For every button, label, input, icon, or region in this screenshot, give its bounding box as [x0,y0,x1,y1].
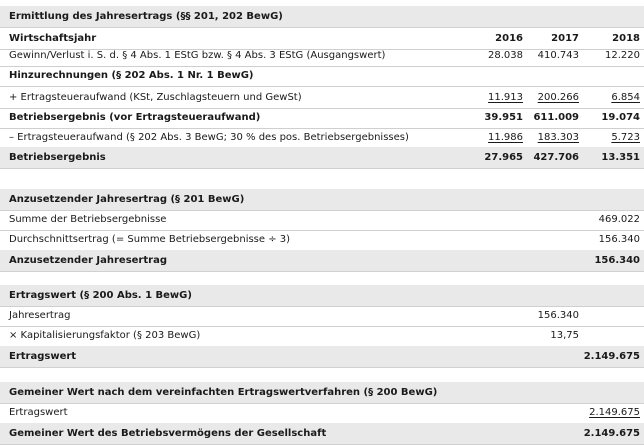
value-2016: 11.913 [488,92,523,103]
table-row-summe [0,209,644,231]
header-label: Wirtschaftsjahr [9,33,97,44]
value-2018: 6.854 [611,92,640,103]
table-row-anzusetzender-jahresertrag [0,250,644,272]
section-title: Ermittlung des Jahresertrags (§§ 201, 202 BewG) [9,11,283,22]
table-row-betriebsergebnis [0,147,644,169]
row-label: Betriebsergebnis [9,152,106,163]
value-2018: 19.074 [601,112,640,123]
section-title-anzusetzender-row [0,189,644,211]
table-row-kapitalisierungsfaktor [0,325,644,347]
row-label: Gemeiner Wert des Betriebsvermögens der Gesellschaft [9,428,327,439]
value-2017: 427.706 [533,152,579,163]
row-label: Ertragswert [9,351,77,362]
row-label: Anzusetzender Jahresertrag [9,255,167,266]
header-year-2017: 2017 [551,33,579,44]
table-row-betriebsergebnis-vor [0,107,644,129]
table-row-ausgangswert [0,45,644,67]
value-2017: 611.009 [533,112,579,123]
row-label: × Kapitalisierungsfaktor (§ 203 BewG) [9,330,201,341]
row-label: Durchschnittsertrag (= Summe Betriebsergebnisse ÷ 3) [9,234,291,245]
value-2017: 183.303 [537,132,579,143]
row-label: Hinzurechnungen (§ 202 Abs. 1 Nr. 1 BewG) [9,70,254,81]
row-label: Ertragswert [9,407,68,418]
value-2018: 5.723 [611,132,640,143]
table-row-hinzurechnungen [0,65,644,87]
table-row-ertragswert [0,346,644,368]
table-row-ertragswert-2 [0,402,644,424]
table-row-ertragsteueraufwand-minus [0,127,644,149]
value-2017: 200.266 [537,92,579,103]
row-label: Betriebsergebnis (vor Ertragsteueraufwand) [9,112,261,123]
table-row-gemeiner-wert [0,423,644,445]
row-label: Summe der Betriebsergebnisse [9,214,167,225]
value-2018: 12.220 [605,50,640,61]
row-label: + Ertragsteueraufwand (KSt, Zuschlagsteuern und GewSt) [9,92,302,103]
row-label: – Ertragsteueraufwand (§ 202 Abs. 3 BewG; 30 % des pos. Betriebsergebnisses) [9,132,409,143]
section-title-gemeiner-wert-row [0,382,644,404]
value-2016: 27.965 [484,152,523,163]
value-total: 156.340 [598,234,640,245]
value-total: 2.149.675 [589,407,640,418]
value-2016: 11.986 [488,132,523,143]
section-title: Anzusetzender Jahresertrag (§ 201 BewG) [9,194,245,205]
value-middle: 13,75 [550,330,579,341]
table-row-ertragsteueraufwand-plus [0,87,644,109]
value-2018: 13.351 [601,152,640,163]
value-2016: 39.951 [484,112,523,123]
table-row-jahresertrag [0,305,644,327]
section-title-jahresertrag-row [0,6,644,28]
section-title: Ertragswert (§ 200 Abs. 1 BewG) [9,290,192,301]
value-2017: 410.743 [537,50,579,61]
section-title-ertragswert-row [0,285,644,307]
row-label: Gewinn/Verlust i. S. d. § 4 Abs. 1 EStG bzw. § 4 Abs. 3 EStG (Ausgangswert) [9,50,386,61]
header-year-2016: 2016 [495,33,523,44]
value-total: 2.149.675 [583,351,640,362]
value-total: 469.022 [598,214,640,225]
section-title: Gemeiner Wert nach dem vereinfachten Ertragswertverfahren (§ 200 BewG) [9,387,438,398]
value-total: 156.340 [594,255,640,266]
row-label: Jahresertrag [9,310,71,321]
value-middle: 156.340 [537,310,579,321]
table-row-durchschnittsertrag [0,229,644,251]
value-2016: 28.038 [488,50,523,61]
header-year-2018: 2018 [612,33,640,44]
value-total: 2.149.675 [583,428,640,439]
